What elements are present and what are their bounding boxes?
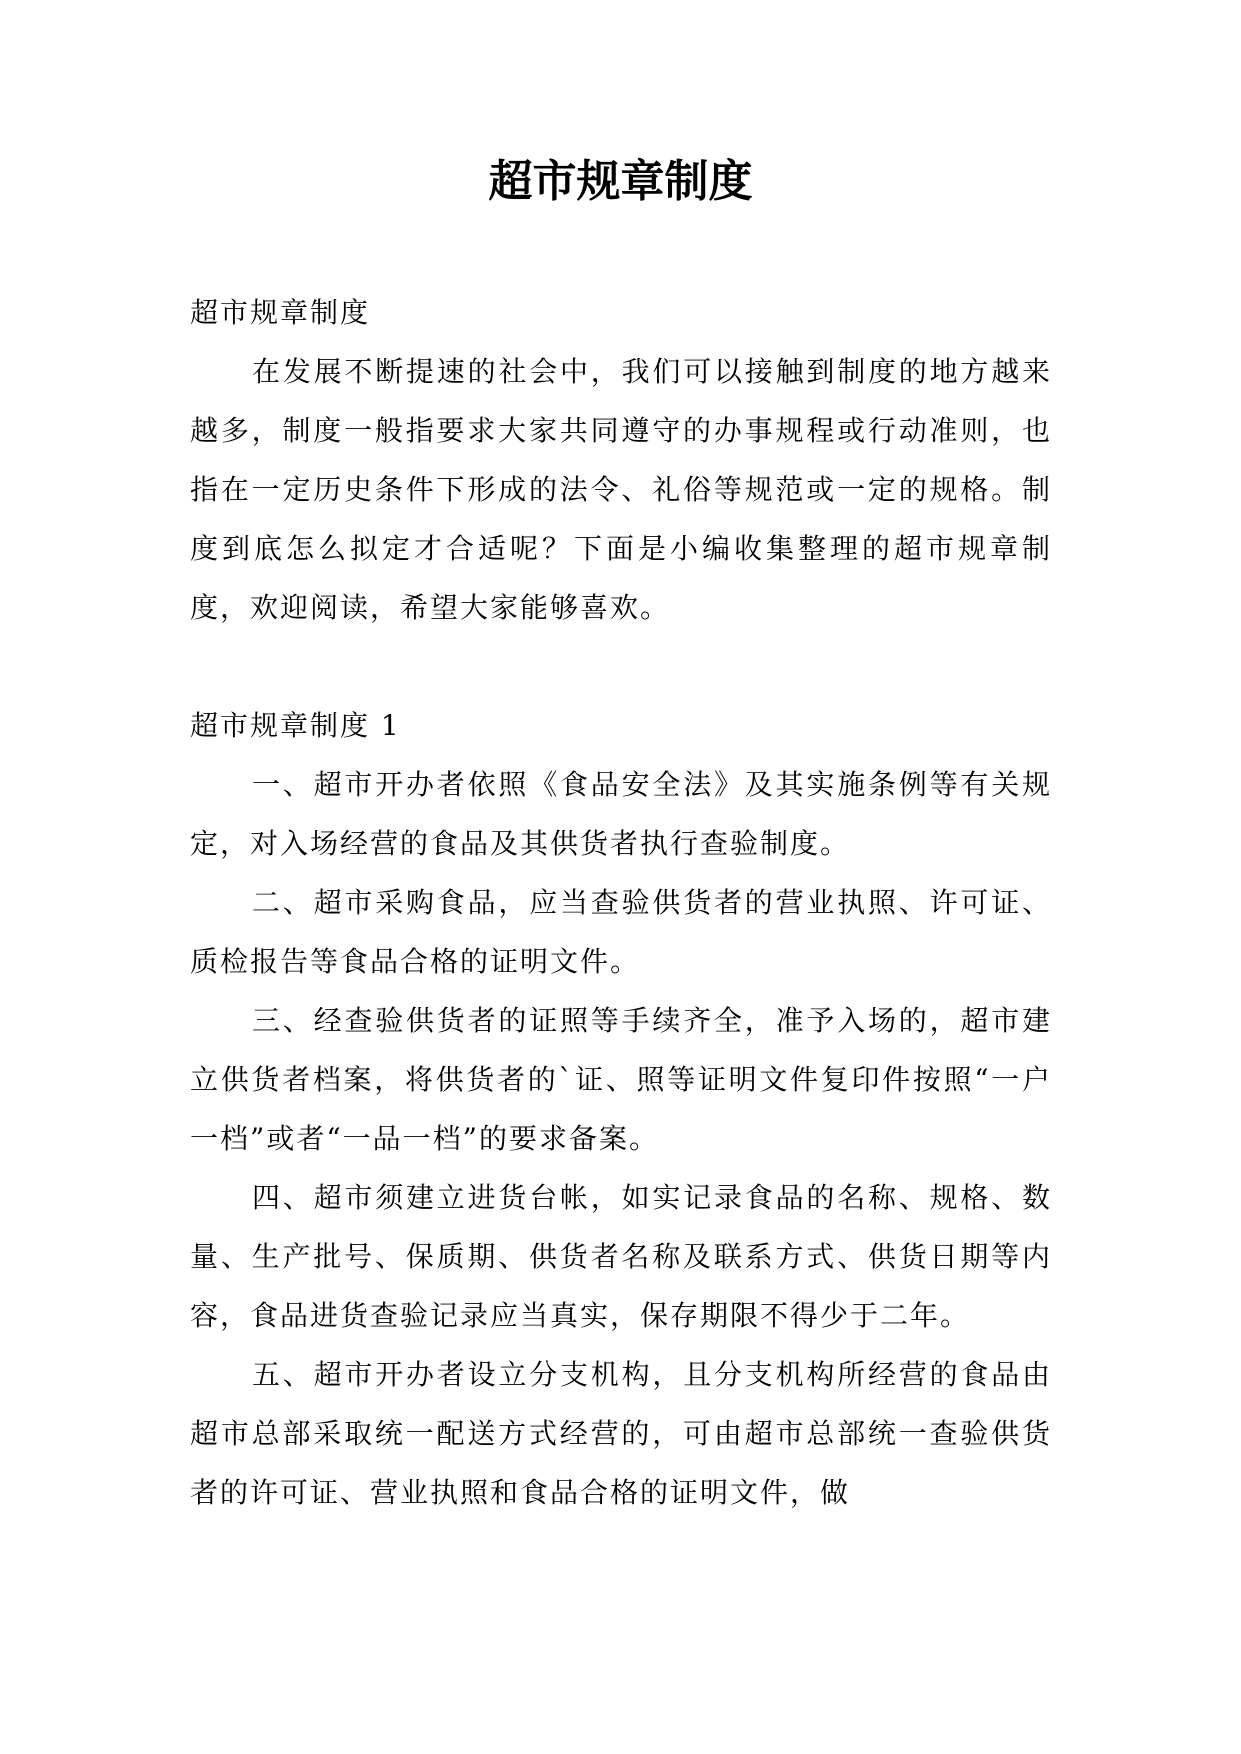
rule-item-4: 四、超市须建立进货台帐，如实记录食品的名称、规格、数量、生产批号、保质期、供货者名称及联系方式、供货日期等内容，食品进货查验记录应当真实，保存期限不得少于二年。 (190, 1181, 1052, 1332)
rule-item-1: 一、超市开办者依照《食品安全法》及其实施条例等有关规定，对入场经营的食品及其供货者执行查验制度。 (190, 768, 1052, 860)
rule-item-3: 三、经查验供货者的证照等手续齐全，准予入场的，超市建立供货者档案，将供货者的`证、照等证明文件复印件按照“一户一档”或者“一品一档”的要求备案。 (190, 1004, 1052, 1155)
document-body (190, 283, 1052, 1522)
rule-item-2: 二、超市采购食品，应当查验供货者的营业执照、许可证、质检报告等食品合格的证明文件。 (190, 886, 1052, 978)
section-spacer (190, 637, 1052, 696)
intro-heading: 超市规章制度 (190, 296, 371, 329)
section-heading: 超市规章制度 1 (190, 709, 401, 742)
intro-paragraph: 在发展不断提速的社会中，我们可以接触到制度的地方越来越多，制度一般指要求大家共同遵守的办事规程或行动准则，也指在一定历史条件下形成的法令、礼俗等规范或一定的规格。制度到底怎么拟定才合适呢？下面是小编收集整理的超市规章制度，欢迎阅读，希望大家能够喜欢。 (190, 355, 1052, 624)
rule-item-5: 五、超市开办者设立分支机构，且分支机构所经营的食品由超市总部采取统一配送方式经营的，可由超市总部统一查验供货者的许可证、营业执照和食品合格的证明文件，做 (190, 1358, 1052, 1509)
document-title: 超市规章制度 (488, 156, 753, 207)
